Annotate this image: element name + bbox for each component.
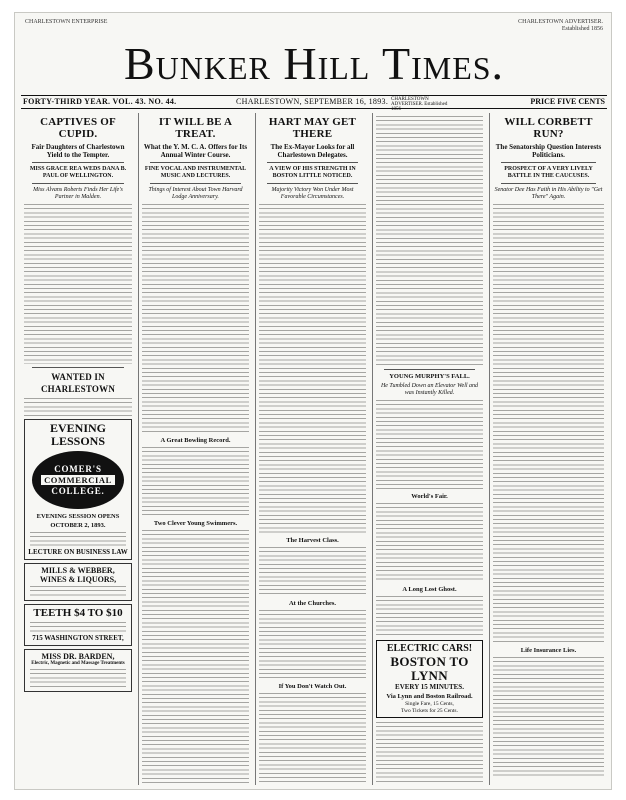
column-5 bbox=[489, 113, 607, 785]
college-session-date: EVENING SESSION OPENS OCTOBER 2, 1893. bbox=[36, 513, 120, 529]
col1-subhead-3: Miss Alvans Roberts Finds Her Life's Partner in Malden. bbox=[33, 187, 123, 200]
col4-article-text-3 bbox=[376, 503, 483, 583]
wanted-heading: WANTED IN CHARLESTOWN bbox=[40, 372, 116, 394]
wines-liquors: WINES & LIQUORS, bbox=[39, 575, 117, 584]
divider bbox=[384, 369, 475, 370]
college-ad bbox=[24, 419, 132, 560]
col2-subhead-2: FINE VOCAL AND INSTRUMENTAL MUSIC AND LECTURES. bbox=[144, 166, 247, 179]
col3-minihead-3: If You Don't Watch Out. bbox=[278, 683, 347, 690]
divider bbox=[150, 162, 241, 163]
col4-minihead-2: World's Fair. bbox=[411, 493, 448, 500]
liquor-ad-text bbox=[30, 586, 126, 596]
lecture-heading: LECTURE ON BUSINESS LAW bbox=[28, 548, 128, 556]
col2-article-text-3 bbox=[142, 530, 249, 785]
newspaper-page bbox=[14, 12, 612, 790]
badge-comers: COMER'S bbox=[54, 464, 102, 474]
liquor-ad bbox=[24, 563, 132, 601]
two-tickets: Two Tickets for 25 Cents. bbox=[401, 708, 458, 714]
electric-cars-heading: ELECTRIC CARS! bbox=[386, 643, 473, 654]
column-3 bbox=[255, 113, 369, 785]
col3-subhead: The Ex-Mayor Looks for all Charlestown Delegates. bbox=[270, 143, 355, 159]
column-4 bbox=[372, 113, 486, 785]
col4-article-text-4 bbox=[376, 596, 483, 636]
col4-article-text-5 bbox=[376, 722, 483, 785]
col5-article-text-2 bbox=[493, 657, 604, 777]
col1-headline: CAPTIVES OF CUPID. bbox=[40, 116, 116, 140]
col3-subhead-2: A VIEW OF HIS STRENGTH IN BOSTON LITTLE NOTICED. bbox=[269, 166, 356, 179]
col4-article-text-2 bbox=[376, 400, 483, 490]
divider bbox=[267, 183, 358, 184]
col3-subhead-3: Majority Victory Won Under Most Favorable Circumstances. bbox=[271, 187, 354, 200]
col4-minihead-3: A Long Lost Ghost. bbox=[402, 586, 457, 593]
railroad-name: Via Lynn and Boston Railroad. bbox=[386, 693, 473, 700]
evening-lessons-heading: EVENING LESSONS bbox=[49, 421, 106, 448]
col5-subhead: The Senatorship Question Interests Politicians. bbox=[495, 143, 602, 159]
column-2 bbox=[138, 113, 252, 785]
single-fare: Single Fare, 15 Cents, bbox=[405, 701, 454, 707]
col2-subhead: What the Y. M. C. A. Offers for Its Annual Winter Course. bbox=[143, 143, 248, 159]
boston-to-lynn: BOSTON TO LYNN bbox=[390, 654, 469, 683]
divider bbox=[32, 162, 124, 163]
col1-article-text bbox=[24, 204, 132, 364]
dentist-ad bbox=[24, 604, 132, 646]
wanted-text bbox=[24, 398, 132, 416]
doctor-ad-text bbox=[30, 669, 126, 687]
dateline-bar bbox=[21, 95, 607, 112]
divider bbox=[32, 367, 124, 368]
masthead-left-note: CHARLESTOWN ENTERPRISE bbox=[25, 19, 108, 25]
teeth-price: TEETH $4 TO $10 bbox=[33, 607, 123, 619]
col3-headline: HART MAY GET THERE bbox=[268, 116, 357, 140]
electric-cars-ad bbox=[376, 640, 483, 718]
doctor-treatments: Electric, Magnetic and Massage Treatments bbox=[31, 661, 125, 666]
price: PRICE FIVE CENTS bbox=[530, 97, 605, 106]
dentist-ad-text bbox=[30, 622, 126, 632]
col5-minihead-1: Life Insurance Lies. bbox=[520, 647, 577, 654]
doctor-ad bbox=[24, 649, 132, 692]
col3-minihead-1: The Harvest Class. bbox=[286, 537, 339, 544]
col5-headline: WILL CORBETT RUN? bbox=[504, 116, 593, 140]
col5-article-text bbox=[493, 204, 604, 644]
issue-date: CHARLESTOWN, SEPTEMBER 16, 1893. bbox=[236, 97, 389, 106]
badge-commercial: COMMERCIAL bbox=[41, 475, 115, 485]
badge-college: COLLEGE. bbox=[51, 486, 105, 496]
dentist-address: 715 WASHINGTON STREET, bbox=[32, 634, 124, 642]
col2-headline: IT WILL BE A TREAT. bbox=[158, 116, 233, 140]
col2-subhead-3: Things of Interest About Town Harvard Lodge Anniversary. bbox=[148, 187, 243, 200]
col1-subhead-2: MISS GRACE REA WEDS DANA B. PAUL OF WELLINGTON. bbox=[29, 166, 127, 179]
col2-article-text-2 bbox=[142, 447, 249, 517]
col4-article-text bbox=[376, 116, 483, 366]
masthead-right-note: CHARLESTOWN ADVERTISER. Established 1856 bbox=[518, 19, 603, 32]
newspaper-title: Bunker Hill Times. bbox=[123, 38, 505, 89]
volume-info: FORTY-THIRD YEAR. VOL. 43. NO. 44. bbox=[23, 97, 177, 106]
divider bbox=[150, 183, 241, 184]
every-15-minutes: EVERY 15 MINUTES. bbox=[395, 683, 464, 691]
columns bbox=[21, 113, 607, 785]
masthead bbox=[15, 13, 612, 101]
col2-minihead-2: Two Clever Young Swimmers. bbox=[153, 520, 238, 527]
divider bbox=[267, 162, 358, 163]
col3-article-text-4 bbox=[259, 693, 366, 785]
col5-subhead-2: PROSPECT OF A VERY LIVELY BATTLE IN THE CAUCUSES. bbox=[504, 166, 593, 179]
doctor-name: MISS DR. BARDEN, bbox=[41, 652, 115, 661]
mills-webber: MILLS & WEBBER, bbox=[41, 566, 115, 575]
col1-subhead: Fair Daughters of Charlestown Yield to the Tempter. bbox=[31, 143, 125, 159]
divider bbox=[501, 183, 596, 184]
college-ad-text bbox=[30, 532, 126, 546]
col3-article-text-3 bbox=[259, 610, 366, 680]
col2-article-text bbox=[142, 204, 249, 434]
dateline-small-note: CHARLESTOWN ADVERTISER. Established 1856 bbox=[391, 97, 448, 112]
college-badge bbox=[32, 451, 124, 509]
col3-article-text bbox=[259, 204, 366, 534]
divider bbox=[32, 183, 124, 184]
col3-minihead-2: At the Churches. bbox=[288, 600, 336, 607]
column-1 bbox=[21, 113, 135, 785]
col3-article-text-2 bbox=[259, 547, 366, 597]
col2-minihead-1: A Great Bowling Record. bbox=[160, 437, 231, 444]
col4-minihead-1: YOUNG MURPHY'S FALL. bbox=[389, 373, 470, 380]
divider bbox=[501, 162, 596, 163]
col5-subhead-3: Senator Dee Has Faith in His Ability to "Get There" Again. bbox=[494, 187, 603, 200]
col4-minihead-1-sub: He Tumbled Down an Elevator Well and was Instantly Killed. bbox=[380, 383, 479, 396]
